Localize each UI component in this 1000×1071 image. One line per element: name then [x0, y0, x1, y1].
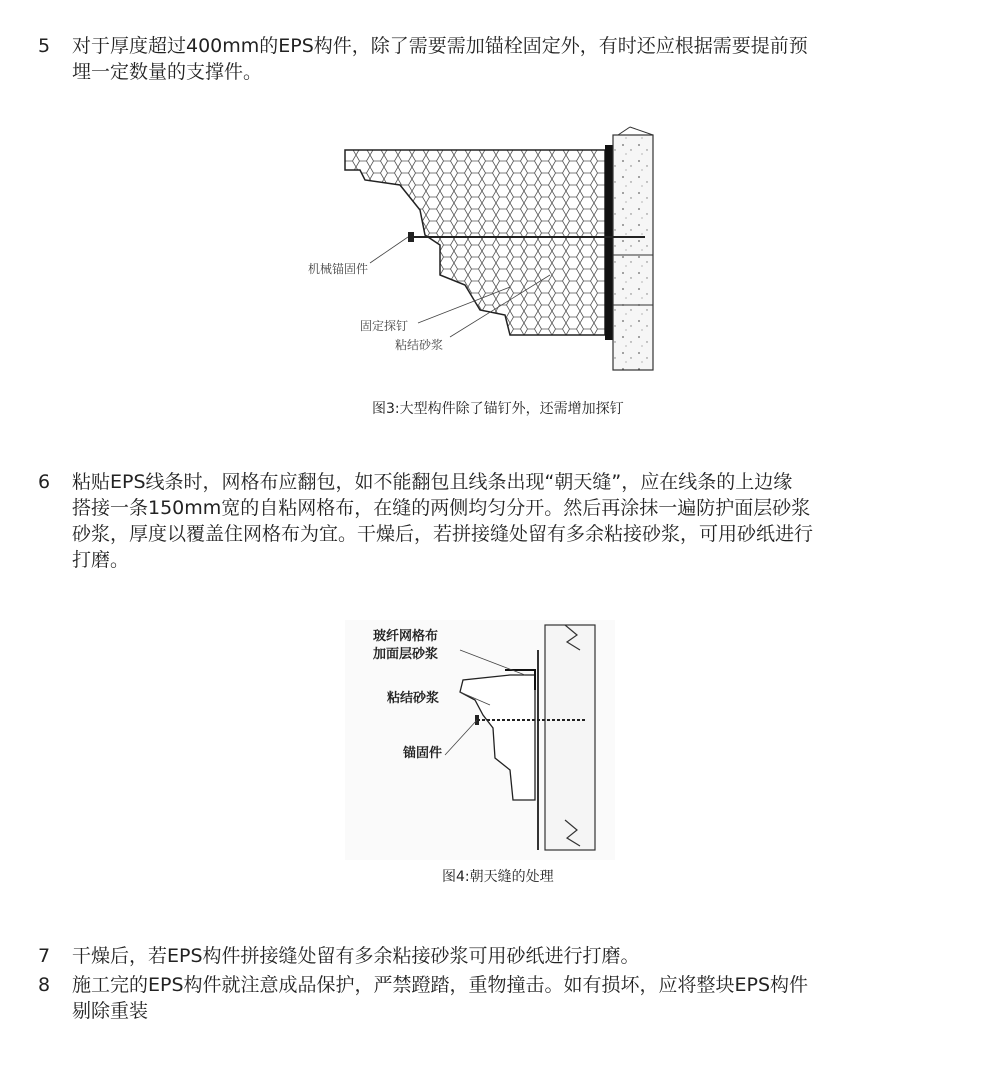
- item-line: 埋一定数量的支撑件。: [72, 61, 263, 83]
- item-text: [72, 469, 970, 573]
- figure-3-caption: 图3:大型构件除了锚钉外，还需增加探钉: [372, 401, 624, 417]
- item-text: [72, 972, 970, 1024]
- item-line: 搭接一条150mm宽的自粘网格布，在缝的两侧均匀分开。然后再涂抹一遍防护面层砂浆: [72, 497, 811, 519]
- item-text: [72, 33, 970, 85]
- item-number: 6: [37, 471, 51, 493]
- figure-3-label-probe-nail: 固定探钉: [360, 319, 409, 333]
- figure-3-diagram: [300, 125, 720, 380]
- item-number: 7: [37, 945, 51, 967]
- figure-4-label-anchor: 锚固件: [403, 746, 443, 761]
- anchor-head: [408, 232, 414, 242]
- figure-4-diagram: [345, 620, 615, 860]
- item-number: 5: [37, 35, 51, 57]
- mortar-layer: [605, 145, 613, 340]
- wall: [545, 625, 595, 850]
- figure-4-caption: 图4:朝天缝的处理: [442, 869, 554, 885]
- item-line: 打磨。: [72, 549, 130, 571]
- item-line: 粘贴EPS线条时，网格布应翻包，如不能翻包且线条出现“朝天缝”，应在线条的上边缘: [72, 471, 793, 493]
- wall: [613, 135, 653, 370]
- eps-profile: [345, 150, 605, 335]
- item-line: 砂浆，厚度以覆盖住网格布为宜。干燥后，若拼接缝处留有多余粘接砂浆，可用砂纸进行: [72, 523, 814, 545]
- item-number: 8: [37, 974, 51, 996]
- figure-4-label-surface-mortar: 加面层砂浆: [373, 647, 439, 662]
- figure-4-label-adhesive-mortar: 粘结砂浆: [387, 691, 440, 706]
- item-line: 剔除重装: [72, 1000, 149, 1022]
- item-line: 干燥后，若EPS构件拼接缝处留有多余粘接砂浆可用砂纸进行打磨。: [72, 945, 640, 967]
- figure-3-label-anchor: 机械锚固件: [308, 262, 369, 276]
- item-line: 对于厚度超过400mm的EPS构件，除了需要需加锚栓固定外，有时还应根据需要提前预: [72, 35, 808, 57]
- figure-3-label-mortar: 粘结砂浆: [395, 338, 444, 352]
- item-text: [72, 943, 970, 969]
- item-line: 施工完的EPS构件就注意成品保护，严禁蹬踏，重物撞击。如有损坏，应将整块EPS构件: [72, 974, 809, 996]
- figure-4-label-mesh: 玻纤网格布: [373, 629, 439, 644]
